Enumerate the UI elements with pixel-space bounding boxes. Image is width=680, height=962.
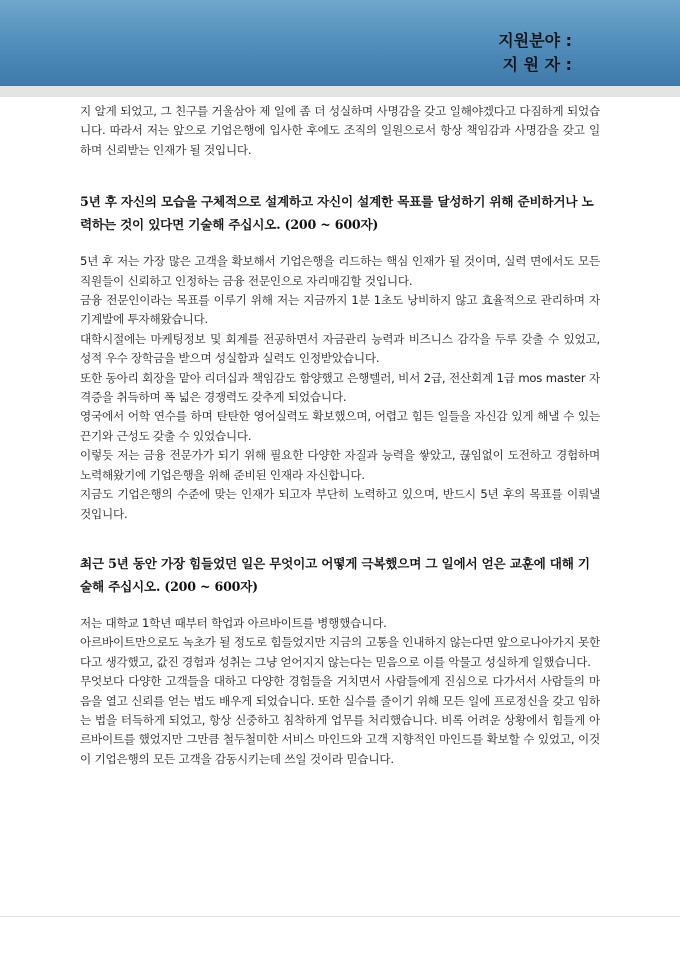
answer-1-line: 이렇듯 저는 금융 전문가가 되기 위해 필요한 다양한 자질과 능력을 쌓았고, 끊임없이 도전하고 경험하며 노력해왔기에 기업은행을 위해 준비된 인재라 자신합니다. — [80, 448, 600, 482]
answer-1-line: 대학시절에는 마케팅정보 및 회계를 전공하면서 자금관리 능력과 비즈니스 감각을 두루 갖출 수 있었고, 성적 우수 장학금을 받으며 성실함과 실력도 인정받았습니다. — [80, 331, 600, 366]
answer-1-line: 금융 전문인이라는 목표를 이루기 위해 저는 지금까지 1분 1초도 낭비하지 않고 효율적으로 관리하며 자기계발에 투자해왔습니다. — [80, 293, 600, 327]
answer-2-line: 무엇보다 다양한 고객들을 대하고 다양한 경험들을 거치면서 사람들에게 진심으로 다가서서 사람들의 마음을 열고 신뢰를 얻는 법도 배우게 되었습니다. 또한 실수를 줄이기 위해 모든 일에 프로정신을 갖고 임하는 법을 터득하게 되었고, 항상 신중하고 침착하게 업무를 처리했습니다. 비록 어려운 상황에서 힘들게 아르바이트를 했었지만 그만큼 철두철미한 서비스 마인드와 고객 지향적인 마인드를 확보할 수 있었고, 이것이 기업은행의 모든 고객을 감동시키는데 쓰일 것이라 믿습니다. — [80, 674, 600, 766]
answer-2-line: 아르바이트만으로도 녹초가 될 정도로 힘들었지만 지금의 고통을 인내하지 않는다면 앞으로나아가지 못한다고 생각했고, 값진 경험과 성취는 그냥 얻어지지 않는다는 믿음으로 이를 악물고 성실하게 일했습니다. — [80, 635, 600, 669]
header-sub-band — [0, 86, 680, 97]
answer-1-line: 5년 후 저는 가장 많은 고객을 확보해서 기업은행을 리드하는 핵심 인재가 될 것이며, 실력 면에서도 모든 직원들이 신뢰하고 인정하는 금융 전문인으로 자리매김할 것입니다. — [80, 254, 600, 288]
answer-1-line: 또한 동아리 회장을 맡아 리더십과 책임감도 함양했고 은행텔러, 비서 2급, 전산회계 1급 mos master 자격증을 취득하며 폭 넓은 경쟁력도 갖추게 되었습니다. — [80, 370, 600, 405]
question-1: 5년 후 자신의 모습을 구체적으로 설계하고 자신이 설계한 목표를 달성하기 위해 준비하거나 노력하는 것이 있다면 기술해 주십시오. (200 ~ 600자) — [80, 194, 594, 233]
answer-2-line: 저는 대학교 1학년 때부터 학업과 아르바이트를 병행했습니다. — [80, 615, 387, 630]
intro-paragraph: 지 알게 되었고, 그 친구를 거울삼아 제 일에 좀 더 성실하며 사명감을 갖고 일해야겠다고 다짐하게 되었습니다. 따라서 저는 앞으로 기업은행에 입사한 후에도 조직의 일원으로서 항상 책임감과 사명감을 갖고 일하며 신뢰받는 인재가 될 것입니다. — [80, 104, 600, 157]
footer-divider — [0, 916, 680, 917]
answer-1-line: 영국에서 어학 연수를 하며 탄탄한 영어실력도 확보했으며, 어렵고 힘든 일들을 자신감 있게 해낼 수 있는 끈기와 근성도 갖출 수 있었습니다. — [80, 409, 600, 443]
answer-1 — [80, 252, 600, 524]
document-body — [80, 102, 600, 769]
field-label: 지원분야 : — [498, 31, 572, 50]
answer-1-line: 지금도 기업은행의 수준에 맞는 인재가 되고자 부단히 노력하고 있으며, 반드시 5년 후의 목표를 이뤄낼 것입니다. — [80, 487, 600, 521]
answer-2 — [80, 614, 600, 769]
question-2: 최근 5년 동안 가장 힘들었던 일은 무엇이고 어떻게 극복했으며 그 일에서 얻은 교훈에 대해 기술해 주십시오. (200 ~ 600자) — [80, 555, 590, 594]
applicant-label: 지 원 자 : — [502, 55, 572, 74]
header-band — [0, 0, 680, 86]
